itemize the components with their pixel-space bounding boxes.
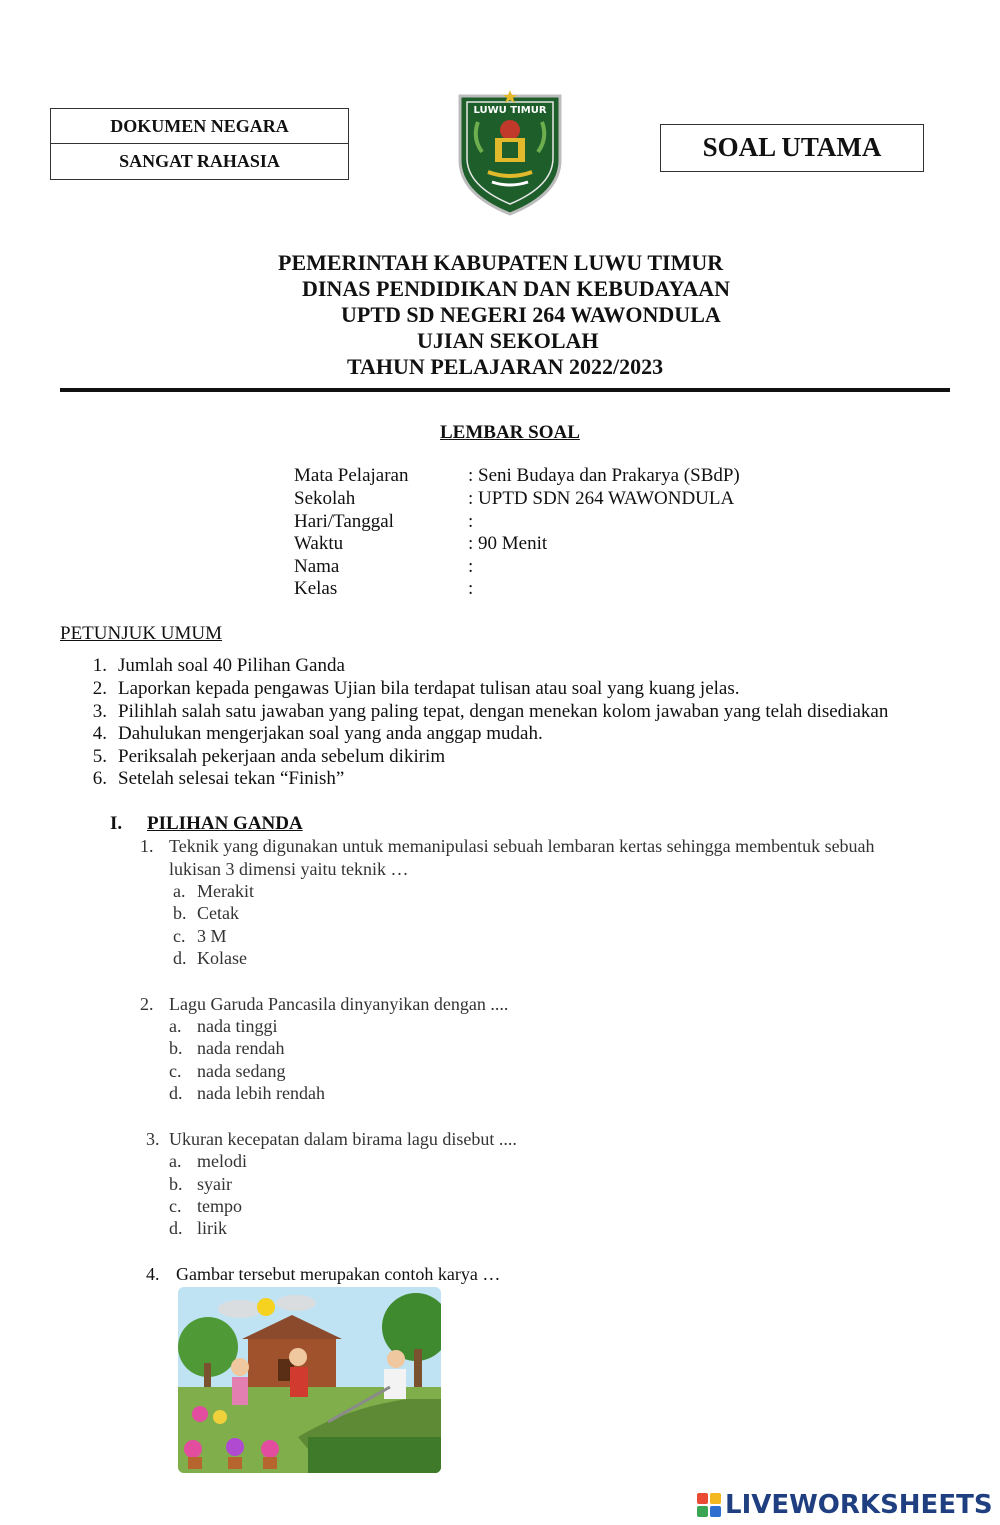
info-label-hari-tanggal: Hari/Tanggal: [294, 511, 394, 532]
option-letter: b.: [173, 903, 187, 923]
option-letter: c.: [169, 1061, 182, 1081]
info-label-sekolah: Sekolah: [294, 488, 356, 509]
info-label-waktu: Waktu: [294, 533, 344, 554]
option-text[interactable]: melodi: [197, 1151, 247, 1171]
info-label-mata-pelajaran: Mata Pelajaran: [294, 465, 409, 486]
option-letter: b.: [169, 1038, 183, 1058]
petunjuk-umum-title: PETUNJUK UMUM: [60, 623, 223, 644]
doc-box-line-1: DOKUMEN NEGARA: [110, 116, 289, 136]
liveworksheets-wordmark: LIVEWORKSHEETS: [725, 1490, 993, 1520]
option-text[interactable]: 3 M: [197, 926, 227, 946]
info-label-kelas: Kelas: [294, 578, 338, 599]
header-line-1: PEMERINTAH KABUPATEN LUWU TIMUR: [278, 250, 724, 275]
info-value-mata-pelajaran: : Seni Budaya dan Prakarya (SBdP): [468, 465, 740, 486]
luwu-timur-emblem: [450, 82, 570, 217]
header-line-3: UPTD SD NEGERI 264 WAWONDULA: [341, 302, 721, 327]
liveworksheets-brand[interactable]: [697, 1488, 993, 1522]
question-text-line: Ukuran kecepatan dalam birama lagu disebut ....: [169, 1129, 517, 1149]
question-number: 1.: [140, 836, 154, 856]
info-value-nama[interactable]: :: [468, 556, 474, 577]
document-classification-box: [50, 108, 349, 180]
info-value-waktu: : 90 Menit: [468, 533, 548, 554]
instruction-number: 6.: [92, 768, 107, 789]
option-text[interactable]: lirik: [197, 1218, 227, 1238]
section-number: I.: [110, 813, 123, 834]
option-letter: d.: [169, 1218, 183, 1238]
instruction-number: 1.: [92, 655, 107, 676]
info-label-nama: Nama: [294, 556, 340, 577]
info-value-kelas[interactable]: :: [468, 578, 474, 599]
option-letter: c.: [173, 926, 186, 946]
soal-utama-box: SOAL UTAMA: [660, 124, 924, 172]
question-number: 2.: [140, 994, 154, 1014]
question-text-line: Lagu Garuda Pancasila dinyanyikan dengan ....: [169, 994, 509, 1014]
instruction-text: Setelah selesai tekan “Finish”: [118, 768, 345, 789]
section-title: PILIHAN GANDA: [147, 813, 303, 834]
option-letter: a.: [169, 1151, 182, 1171]
instruction-text: Periksalah pekerjaan anda sebelum dikirim: [118, 746, 446, 767]
option-letter: d.: [169, 1083, 183, 1103]
instruction-text: Jumlah soal 40 Pilihan Ganda: [118, 655, 345, 676]
option-letter: b.: [169, 1174, 183, 1194]
option-text[interactable]: syair: [197, 1174, 232, 1194]
option-text[interactable]: nada lebih rendah: [197, 1083, 325, 1103]
lembar-soal-title: LEMBAR SOAL: [440, 422, 580, 443]
option-text[interactable]: tempo: [197, 1196, 242, 1216]
question-number: 3.: [146, 1129, 160, 1149]
option-text[interactable]: nada tinggi: [197, 1016, 278, 1036]
info-value-hari-tanggal[interactable]: :: [468, 511, 474, 532]
option-letter: d.: [173, 948, 187, 968]
question-text-line: lukisan 3 dimensi yaitu teknik …: [169, 859, 409, 879]
instruction-text: Dahulukan mengerjakan soal yang anda anggap mudah.: [118, 723, 543, 744]
option-letter: a.: [173, 881, 186, 901]
option-letter: a.: [169, 1016, 182, 1036]
header-divider: [60, 388, 950, 392]
instruction-text: Pilihlah salah satu jawaban yang paling tepat, dengan menekan kolom jawaban yang telah disediakan: [118, 701, 889, 722]
instruction-text: Laporkan kepada pengawas Ujian bila terdapat tulisan atau soal yang kuang jelas.: [118, 678, 740, 699]
emblem-text: LUWU TIMUR: [473, 105, 547, 116]
liveworksheets-logo-icon: [697, 1493, 721, 1517]
option-text[interactable]: Cetak: [197, 903, 239, 923]
header-line-4: UJIAN SEKOLAH: [417, 328, 599, 353]
option-letter: c.: [169, 1196, 182, 1216]
instruction-number: 5.: [92, 746, 107, 767]
option-text[interactable]: nada sedang: [197, 1061, 286, 1081]
option-text[interactable]: Kolase: [197, 948, 247, 968]
instruction-number: 3.: [92, 701, 107, 722]
header-line-5: TAHUN PELAJARAN 2022/2023: [347, 354, 664, 379]
option-text[interactable]: Merakit: [197, 881, 254, 901]
doc-box-line-2: SANGAT RAHASIA: [51, 143, 348, 178]
question-text-line: Gambar tersebut merupakan contoh karya …: [176, 1264, 501, 1284]
info-value-sekolah: : UPTD SDN 264 WAWONDULA: [468, 488, 735, 509]
gardening-illustration: [178, 1287, 441, 1473]
question-text-line: Teknik yang digunakan untuk memanipulasi sebuah lembaran kertas sehingga membentuk sebuah: [169, 836, 875, 856]
instruction-number: 2.: [92, 678, 107, 699]
header-line-2: DINAS PENDIDIKAN DAN KEBUDAYAAN: [302, 276, 731, 301]
instruction-number: 4.: [92, 723, 107, 744]
option-text[interactable]: nada rendah: [197, 1038, 285, 1058]
question-number: 4.: [146, 1264, 160, 1284]
